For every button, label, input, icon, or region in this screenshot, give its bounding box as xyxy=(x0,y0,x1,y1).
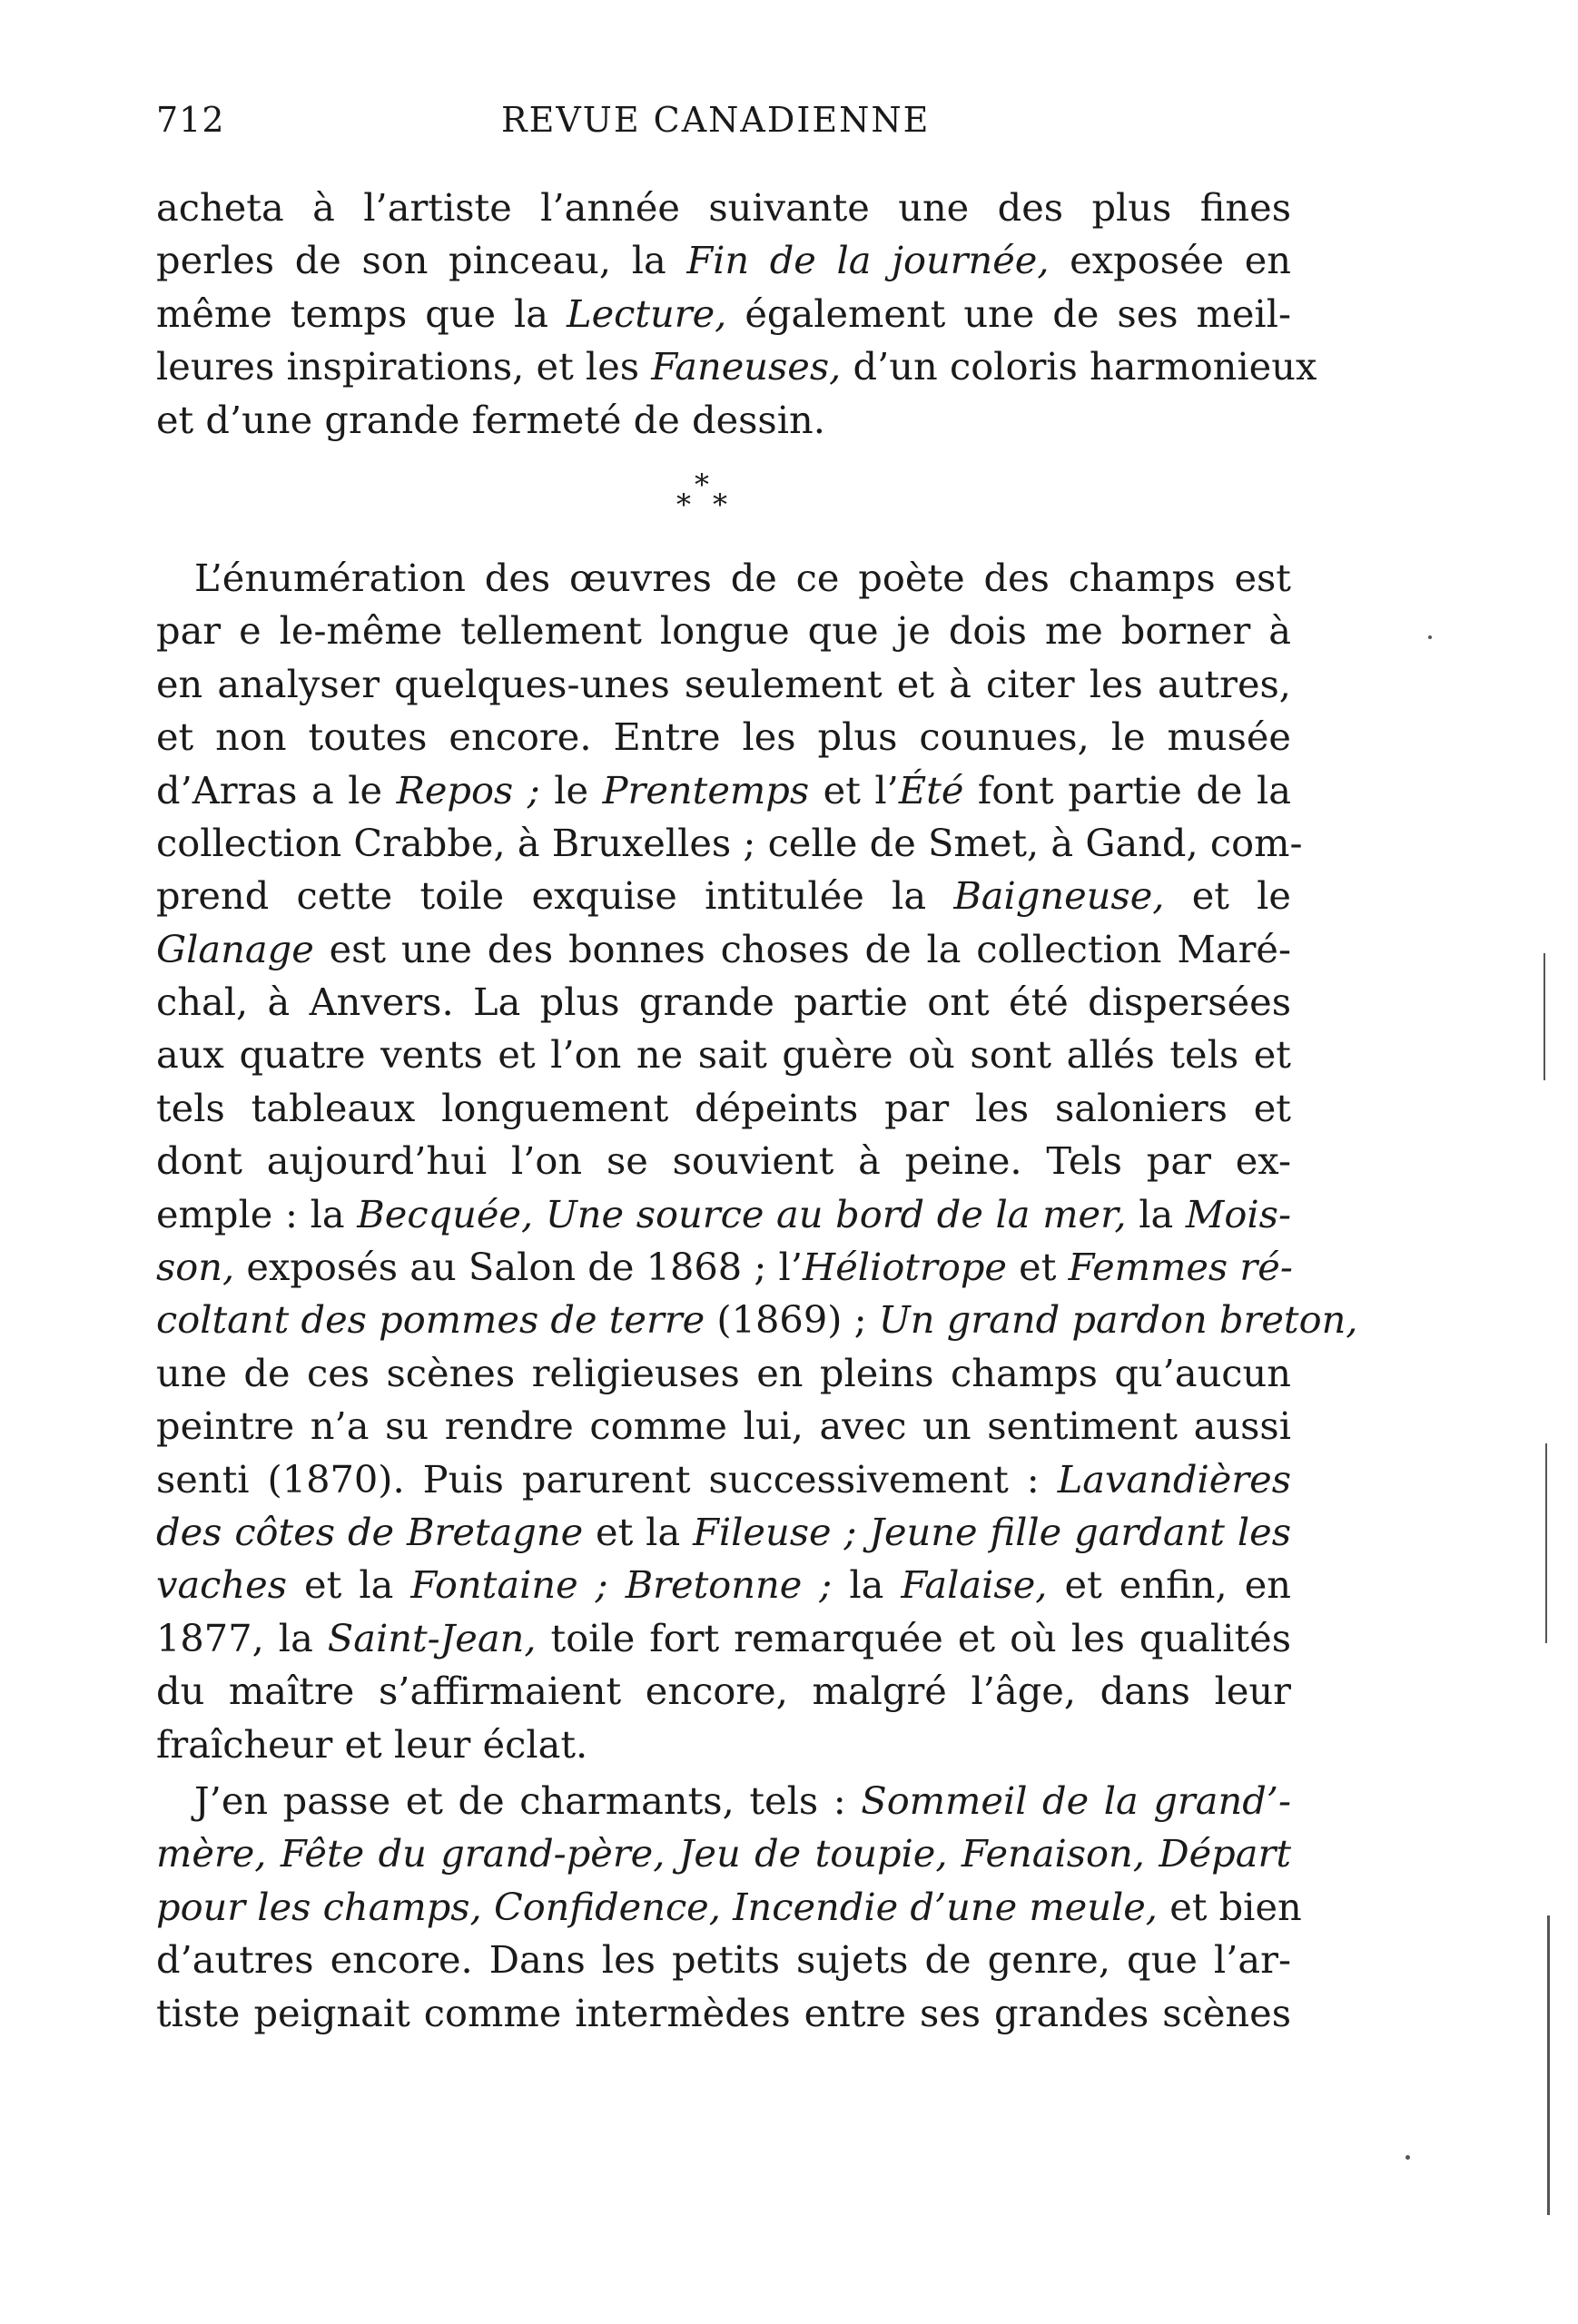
text-run: font partie de la xyxy=(963,767,1292,812)
scan-mark xyxy=(1405,2155,1410,2160)
text-run: du maître s’affirmaient encore, malgré l’âge, dans leur xyxy=(156,1669,1291,1714)
text-run: senti (1870). Puis parurent successivement : xyxy=(156,1456,1058,1502)
text-run: et enfin, en xyxy=(1047,1562,1292,1608)
italic-title: Un grand pardon breton, xyxy=(878,1297,1358,1343)
text-run: et xyxy=(1006,1245,1069,1290)
text-line xyxy=(156,1665,1291,1718)
text-line xyxy=(156,605,1291,657)
text-run: par e le-même tellement longue que je dois me borner à xyxy=(156,608,1291,654)
text-run: J’en passe et de charmants, tels : xyxy=(194,1777,862,1823)
text-run: et la xyxy=(287,1562,411,1608)
text-line xyxy=(156,288,1291,340)
text-run: emple : la xyxy=(156,1191,358,1236)
text-line xyxy=(156,1135,1291,1187)
asterism-star: * xyxy=(713,487,727,522)
text-run: d’autres encore. Dans les petits sujets de genre, que l’ar- xyxy=(156,1937,1291,1983)
text-line xyxy=(156,1934,1291,1986)
text-line xyxy=(156,1612,1291,1665)
text-run: même temps que la xyxy=(156,290,567,336)
text-line xyxy=(156,340,1317,393)
italic-title: Femmes ré- xyxy=(1068,1245,1293,1290)
text-line xyxy=(156,1347,1291,1400)
text-run: la xyxy=(832,1562,902,1608)
text-run: perles de son pinceau, la xyxy=(156,238,687,283)
text-run: également une de ses meil- xyxy=(726,290,1291,336)
text-run: leures inspirations, et les xyxy=(156,344,652,389)
text-line xyxy=(156,1718,1291,1771)
paragraph-continuation xyxy=(156,182,1317,447)
text-line xyxy=(156,817,1303,870)
text-run: chal, à Anvers. La plus grande partie ont été dispersées xyxy=(156,980,1291,1025)
italic-title: Repos ; xyxy=(396,767,540,812)
text-line xyxy=(156,711,1291,763)
italic-title: coltant des pommes de terre xyxy=(156,1297,705,1343)
text-line xyxy=(156,394,1291,447)
text-run: et la xyxy=(583,1509,694,1554)
text-run: la xyxy=(1126,1191,1186,1236)
text-line xyxy=(156,923,1291,976)
italic-title: vaches xyxy=(156,1562,288,1608)
italic-title: Falaise, xyxy=(901,1562,1048,1608)
italic-title: Été xyxy=(898,767,964,812)
text-line xyxy=(156,1294,1358,1346)
text-run: en analyser quelques-unes seulement et à citer les autres, xyxy=(156,661,1291,706)
italic-title: mère, Fête du grand-père, Jeu de toupie, Fenaison, Départ xyxy=(156,1831,1291,1876)
italic-title: Baigneuse, xyxy=(953,873,1165,919)
text-line xyxy=(156,552,1291,605)
text-line xyxy=(156,764,1291,817)
text-line xyxy=(156,658,1291,711)
italic-title: Fontaine ; Bretonne ; xyxy=(410,1562,833,1608)
text-line xyxy=(156,1987,1291,2040)
italic-title: Prentemps xyxy=(602,767,810,812)
italic-title: Fileuse ; Jeune fille gardant les xyxy=(693,1509,1291,1554)
scan-mark xyxy=(1543,953,1545,1080)
text-run: tiste peignait comme intermèdes entre ses grandes scènes xyxy=(156,1990,1291,2035)
text-run: (1869) ; xyxy=(705,1297,879,1343)
scan-mark xyxy=(1428,635,1432,639)
text-run: dont aujourd’hui l’on se souvient à peine. Tels par ex- xyxy=(156,1138,1291,1184)
scan-mark xyxy=(1545,1443,1547,1643)
text-run: L’énumération des œuvres de ce poète des champs est xyxy=(194,555,1291,600)
text-run: toile fort remarquée et où les qualités xyxy=(536,1615,1291,1660)
text-line xyxy=(156,1559,1291,1611)
italic-title: Faneuses, xyxy=(651,344,842,389)
italic-title: Mois- xyxy=(1185,1191,1291,1236)
text-line xyxy=(156,1029,1291,1081)
text-line xyxy=(156,1241,1291,1294)
text-run: d’Arras a le xyxy=(156,767,397,812)
text-line xyxy=(156,1827,1291,1880)
asterism-star: * xyxy=(695,467,709,502)
section-separator-asterism xyxy=(156,447,1291,552)
italic-title: Fin de la journée, xyxy=(686,238,1050,283)
text-line xyxy=(156,1881,1302,1934)
scan-mark xyxy=(1547,1915,1550,2215)
text-line xyxy=(156,1082,1291,1135)
text-run: prend cette toile exquise intitulée la xyxy=(156,873,954,919)
text-run: fraîcheur et leur éclat. xyxy=(156,1721,588,1767)
text-run: et bien xyxy=(1158,1884,1302,1929)
running-title: REVUE CANADIENNE xyxy=(501,100,931,140)
italic-title: Lavandières xyxy=(1057,1456,1291,1502)
text-run: une de ces scènes religieuses en pleins champs qu’aucun xyxy=(156,1350,1291,1395)
text-run: collection Crabbe, à Bruxelles ; celle de Smet, à Gand, com- xyxy=(156,820,1303,865)
text-run: tels tableaux longuement dépeints par les saloniers et xyxy=(156,1085,1291,1130)
asterism-star: * xyxy=(676,487,691,522)
text-run: peintre n’a su rendre comme lui, avec un sentiment aussi xyxy=(156,1403,1291,1449)
text-run: et le xyxy=(1164,873,1291,919)
text-line xyxy=(156,1188,1291,1241)
italic-title: Lecture, xyxy=(567,290,727,336)
italic-title: Sommeil de la grand’- xyxy=(861,1777,1291,1823)
italic-title: Saint-Jean, xyxy=(327,1615,537,1660)
italic-title: son, xyxy=(156,1245,235,1290)
text-line xyxy=(156,1453,1291,1506)
text-line xyxy=(156,182,1291,234)
text-line xyxy=(156,1775,1291,1827)
text-run: et l’ xyxy=(809,767,899,812)
body-text xyxy=(156,182,1358,2040)
text-line xyxy=(156,976,1291,1029)
text-run: est une des bonnes choses de la collection Maré- xyxy=(313,926,1291,971)
italic-title: Glanage xyxy=(156,926,314,971)
text-line xyxy=(156,1506,1291,1559)
text-line xyxy=(156,1400,1291,1452)
page-number: 712 xyxy=(156,100,225,140)
paragraph-genre-subjects xyxy=(156,1775,1302,2040)
text-run: le xyxy=(539,767,603,812)
text-run: exposés au Salon de 1868 ; l’ xyxy=(234,1245,804,1290)
page-header xyxy=(156,100,1291,154)
text-line xyxy=(156,870,1291,922)
text-run: acheta à l’artiste l’année suivante une des plus fines xyxy=(156,185,1291,230)
italic-title: des côtes de Bretagne xyxy=(156,1509,584,1554)
text-run: et d’une grande fermeté de dessin. xyxy=(156,397,825,442)
text-run: aux quatre vents et l’on ne sait guère où sont allés tels et xyxy=(156,1032,1291,1078)
italic-title: Becquée, Une source au bord de la mer, xyxy=(357,1191,1127,1236)
text-line xyxy=(156,234,1291,287)
text-run: et non toutes encore. Entre les plus counues, le musée xyxy=(156,714,1291,760)
italic-title: pour les champs, Confidence, Incendie d’une meule, xyxy=(156,1884,1158,1929)
paragraph-enumeration xyxy=(156,552,1358,1771)
text-run: 1877, la xyxy=(156,1615,328,1660)
italic-title: Héliotrope xyxy=(803,1245,1007,1290)
text-run: exposée en xyxy=(1049,238,1292,283)
text-run: d’un coloris harmonieux xyxy=(841,344,1317,389)
